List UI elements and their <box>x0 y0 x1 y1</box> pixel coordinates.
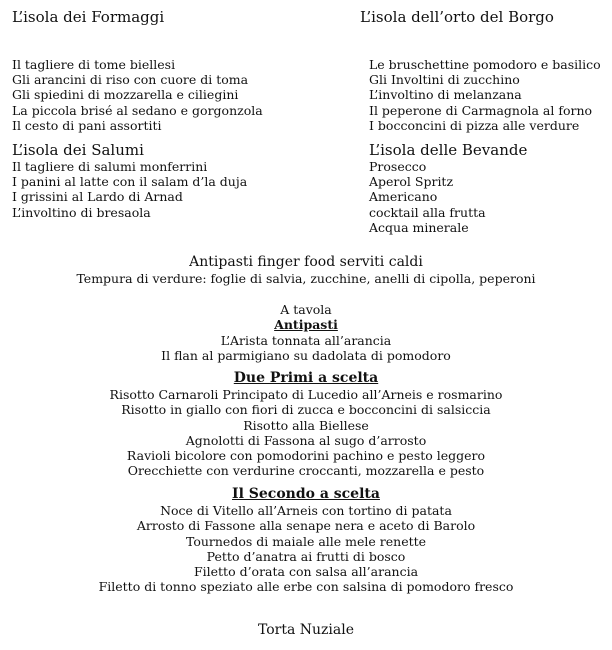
primi-section <box>0 370 612 479</box>
list-item: Ravioli bicolore con pomodorini pachino e pesto leggero <box>126 448 486 464</box>
list-item: Risotto in giallo con fiori di zucca e bocconcini di salsiccia <box>121 402 491 418</box>
section-bevande <box>369 141 527 159</box>
list-item: Filetto di tonno speziato alle erbe con salsina di pomodoro fresco <box>98 579 514 595</box>
finger-food-section <box>0 254 612 286</box>
list-item: Noce di Vitello all’Arneis con tortino di patata <box>160 503 452 518</box>
list-item: Il tagliere di salumi monferrini <box>12 159 208 174</box>
list-item: Le bruschettine pomodoro e basilico <box>369 57 601 72</box>
list-item: Il flan al parmigiano su dadolata di pomodoro <box>161 347 451 363</box>
list-item: Petto d’anatra ai frutti di bosco <box>206 548 406 564</box>
list-item: Gli spiedini di mozzarella e ciliegini <box>12 87 239 103</box>
list-item: La piccola brisé al sedano e gorgonzola <box>12 102 263 118</box>
list-item: Aperol Spritz <box>369 174 454 190</box>
section-formaggi <box>12 8 164 26</box>
list-item: Orecchiette con verdurine croccanti, mozzarella e pesto <box>127 463 485 479</box>
list-item: Agnolotti di Fassona al sugo d’arrosto <box>185 432 427 448</box>
list-item: Acqua minerale <box>369 219 469 235</box>
list-item: Il tagliere di tome biellesi <box>12 57 176 72</box>
list-item: I grissini al Lardo di Arnad <box>12 189 183 205</box>
list-item: L’involtino di bresaola <box>12 204 151 220</box>
section-orto <box>360 8 554 26</box>
list-item: cocktail alla frutta <box>369 204 486 220</box>
a-tavola-section <box>0 302 612 363</box>
list-bevande <box>369 159 486 235</box>
list-item: Arrosto di Fassone alla senape nera e aceto di Barolo <box>136 518 476 534</box>
section-title-salumi: L’isola dei Salumi <box>12 141 144 159</box>
list-item: Risotto alla Biellese <box>243 417 369 433</box>
list-item: Gli arancini di riso con cuore di toma <box>12 72 249 88</box>
dessert-title: Torta Nuziale <box>257 622 355 638</box>
secondo-section <box>0 486 612 595</box>
list-item: Risotto Carnaroli Principato di Lucedio all’Arneis e rosmarino <box>109 387 503 402</box>
list-formaggi <box>12 57 263 133</box>
list-orto <box>369 57 601 133</box>
list-item: Tournedos di maiale alle mele renette <box>185 533 427 549</box>
section-title-orto: L’isola dell’orto del Borgo <box>360 8 554 26</box>
dessert-section <box>0 622 612 639</box>
list-item: Gli Involtini di zucchino <box>369 72 520 88</box>
section-title-formaggi: L’isola dei Formaggi <box>12 8 165 26</box>
antipasti-title: Antipasti <box>274 317 338 333</box>
list-item: Il cesto di pani assortiti <box>12 117 162 133</box>
list-item: L’Arista tonnata all’arancia <box>220 332 392 348</box>
list-item: I panini al latte con il salam d’la duja <box>12 174 248 190</box>
a-tavola-label: A tavola <box>280 302 332 317</box>
secondo-title: Il Secondo a scelta <box>232 486 380 502</box>
list-salumi <box>12 159 247 220</box>
primi-title: Due Primi a scelta <box>233 370 379 386</box>
finger-food-title: Antipasti finger food serviti caldi <box>189 254 423 270</box>
list-item: Filetto d’orata con salsa all’arancia <box>193 564 419 580</box>
finger-food-line: Tempura di verdure: foglie di salvia, zucchine, anelli di cipolla, peperoni <box>76 271 536 286</box>
section-salumi <box>12 141 144 159</box>
list-item: I bocconcini di pizza alle verdure <box>369 117 580 133</box>
list-item: Prosecco <box>369 159 427 174</box>
list-item: Il peperone di Carmagnola al forno <box>369 102 593 118</box>
list-item: Americano <box>369 189 438 205</box>
list-item: L’involtino di melanzana <box>369 87 522 103</box>
section-title-bevande: L’isola delle Bevande <box>369 141 528 159</box>
